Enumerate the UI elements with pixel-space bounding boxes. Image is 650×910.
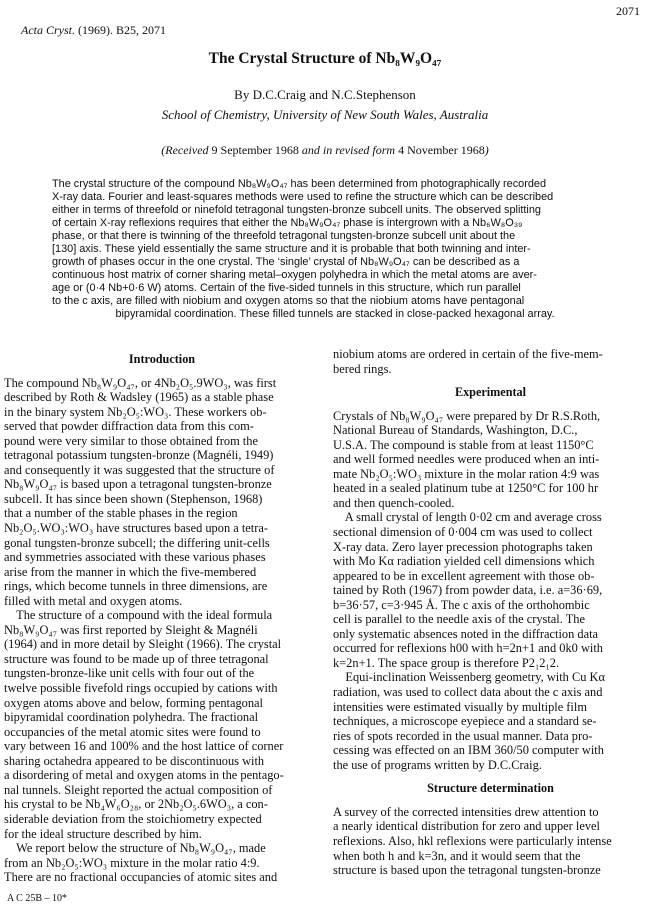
- body-text-line: appeared to be in excellent agreement with those ob-: [333, 568, 595, 583]
- abstract-line: growth of phases occur in the one crystal. The ‘single’ crystal of Nb₈W₉O₄₇ can be described as a: [52, 256, 520, 268]
- body-text-line: Crystals of Nb₈W₉O₄₇ were prepared by Dr R.S.Roth,: [333, 408, 601, 423]
- abstract-line: The crystal structure of the compound Nb₈W₉O₄₇ has been determined from photographically recorded: [52, 178, 547, 190]
- body-text-line: in the binary system Nb₂O₅:WO₃. These workers ob-: [4, 404, 267, 419]
- body-text-line: There are no fractional occupancies of atomic sites and: [4, 870, 278, 885]
- body-text-line: and consequently it was suggested that the structure of: [4, 462, 275, 477]
- body-text-line: heated in a sealed platinum tube at 1250°C for 100 hr: [333, 481, 599, 496]
- body-text-line: Nb₂O₅.WO₃:WO₃ have structures based upon a tetra-: [4, 521, 268, 536]
- body-text-line: ries of spots recorded in the usual manner. Data pro-: [333, 728, 593, 743]
- received-label: (Received: [161, 143, 212, 157]
- abstract-line: bipyramidal coordination. These filled tunnels are stacked in close-packed hexagonal array.: [115, 308, 555, 320]
- body-text-line: only systematic absences noted in the diffraction data: [333, 626, 599, 641]
- body-text-line: tained by Roth (1967) from powder data, i.e. a=36·69,: [333, 583, 603, 598]
- received-close: ): [484, 143, 489, 157]
- body-text-line: and then quench-cooled.: [333, 495, 455, 510]
- body-text-line: siderable deviation from the stoichiometry expected: [4, 811, 262, 826]
- body-text-line: Nb₈W₉O₄₇ was first reported by Sleight & Magnéli: [4, 622, 258, 637]
- body-text-line: and symmetries associated with these various phases: [4, 550, 266, 565]
- section-gap: [333, 400, 648, 409]
- body-text-line: occupancies of the metal atomic sites were found to: [4, 724, 261, 739]
- abstract-line: phase, or that there is twinning of the threefold tetragonal tungsten-bronze subcell unit about the: [52, 230, 516, 242]
- section-gap: [4, 367, 320, 376]
- revised-date: 4 November 1968: [398, 143, 485, 157]
- body-text-line: The compound Nb₈W₉O₄₇, or 4Nb₂O₅.9WO₃, was first: [4, 375, 277, 390]
- abstract-line: continuous host matrix of corner sharing metal–oxygen polyhedra in which the metal atoms are aver-: [52, 269, 537, 281]
- body-text-line: structure was found to be made up of three tetragonal: [4, 651, 269, 666]
- body-text-line: when both h and k=3n, and it would seem that the: [333, 848, 581, 863]
- body-text-line: A small crystal of length 0·02 cm and average cross: [333, 510, 602, 525]
- body-text-line: gonal tungsten-bronze subcell; the differing unit-cells: [4, 535, 270, 550]
- body-text-line: his crystal to be Nb₄W₆O₂₈, or 2Nb₂O₅.6WO₃, a con-: [4, 797, 268, 812]
- received-date: 9 September 1968: [211, 143, 299, 157]
- body-text-line: bered rings.: [333, 361, 392, 376]
- abstract-line: to the c axis, are filled with niobium and oxygen atoms so that the niobium atoms have pentagonal: [52, 295, 525, 307]
- body-text-line: cessing was effected on an IBM 360/50 computer with: [333, 743, 604, 758]
- body-text-line: structure is based upon the tetragonal tungsten-bronze: [333, 863, 601, 878]
- body-text-line: sectional dimension of 0·004 cm was used to collect: [333, 525, 593, 540]
- body-text-line: with Mo Kα radiation yielded cell dimensions which: [333, 554, 595, 569]
- body-text-line: tungsten-bronze-like unit cells with four out of the: [4, 666, 255, 681]
- abstract-line: of certain X-ray reflexions requires that either the Nb₈W₉O₄₇ phase is intergrown with a Nb₆W₈O₃₉: [52, 217, 523, 229]
- body-text-line: techniques, a microscope eyepiece and a standard se-: [333, 714, 597, 729]
- page-footer: A C 25B – 10*: [7, 893, 68, 904]
- volume-page: (1969). B25, 2071: [75, 23, 166, 37]
- section-gap: [333, 796, 648, 805]
- revised-label: and in revised form: [298, 143, 399, 157]
- body-text-line: subcell. It has since been shown (Stephenson, 1968): [4, 491, 263, 506]
- body-text-line: X-ray data. Zero layer precession photographs taken: [333, 539, 593, 554]
- body-text-line: Equi-inclination Weissenberg geometry, with Cu Kα: [333, 670, 605, 685]
- authors: By D.C.Craig and N.C.Stephenson: [234, 87, 416, 102]
- journal-name: Acta Cryst.: [21, 23, 75, 37]
- body-text-line: served that powder diffraction data from this com-: [4, 419, 254, 434]
- body-text-line: cell is parallel to the needle axis of the crystal. The: [333, 612, 585, 627]
- body-text-line: (1964) and in more detail by Sleight (1966). The crystal: [4, 637, 282, 652]
- article-title: The Crystal Structure of Nb₈W₉O₄₇: [208, 50, 442, 67]
- body-text-line: rings, which become tunnels in three dimensions, are: [4, 579, 268, 594]
- body-text-line: a nearly identical distribution for zero and upper level: [333, 819, 600, 834]
- section-heading-experimental: Experimental: [454, 385, 527, 400]
- affiliation: School of Chemistry, University of New South Wales, Australia: [161, 107, 489, 122]
- received-dates: [0, 143, 650, 158]
- body-text-line: from an Nb₂O₅:WO₃ mixture in the molar ratio 4:9.: [4, 855, 260, 870]
- body-text-line: that a number of the stable phases in the region: [4, 506, 238, 521]
- body-text-line: twelve possible fivefold rings occupied by cations with: [4, 681, 278, 696]
- section-heading-introduction: Introduction: [128, 352, 196, 366]
- left-column: [4, 352, 320, 885]
- body-text-line: arise from the manner in which the five-membered: [4, 564, 257, 579]
- abstract-line: age or (0·4 Nb+0·6 W) atoms. Certain of the five-sided tunnels in this structure, which run parallel: [52, 282, 521, 294]
- body-text-line: the use of programs written by D.C.Craig.: [333, 757, 542, 772]
- section-heading-structure: Structure determination: [427, 781, 554, 796]
- body-text-line: Nb₈W₉O₄₇ is based upon a tetragonal tungsten-bronze: [4, 477, 272, 492]
- body-text-line: described by Roth & Wadsley (1965) as a stable phase: [4, 390, 274, 405]
- body-text-line: oxygen atoms above and below, forming pentagonal: [4, 695, 263, 710]
- body-text-line: pound were very similar to those obtained from the: [4, 433, 258, 448]
- body-text-line: vary between 16 and 100% and the host lattice of corner: [4, 739, 284, 754]
- body-text-line: filled with metal and oxygen atoms.: [4, 593, 183, 608]
- body-text-line: bipyramidal coordination polyhedra. The fractional: [4, 710, 259, 725]
- body-text-line: We report below the structure of Nb₈W₉O₄₇, made: [4, 841, 266, 856]
- abstract-line: [130] axis. These yield essentially the same structure and it is probable that both twinning and inter-: [52, 243, 531, 255]
- body-text-line: The structure of a compound with the ideal formula: [4, 608, 273, 623]
- body-text-line: tetragonal potassium tungsten-bronze (Magnéli, 1949): [4, 448, 274, 463]
- abstract-line: X-ray data. Fourier and least-squares methods were used to refine the structure which can be described: [52, 191, 554, 203]
- right-column: [333, 347, 648, 878]
- abstract: [52, 178, 618, 321]
- body-text-line: radiation, was used to collect data about the c axis and: [333, 685, 603, 700]
- body-text-line: niobium atoms are ordered in certain of the five-mem-: [333, 347, 603, 361]
- body-text-line: reflexions. Also, hkl reflexions were particularly intense: [333, 833, 612, 848]
- body-text-line: for the ideal structure described by him.: [4, 826, 202, 841]
- body-text-line: occurred for reflexions h00 with h=2n+1 and 0k0 with: [333, 641, 603, 656]
- body-text-line: k=2n+1. The space group is therefore P2₁2₁2.: [333, 655, 560, 670]
- body-text-line: a disordering of metal and oxygen atoms in the pentago-: [4, 768, 284, 783]
- body-text-line: intensities were estimated visually by multiple film: [333, 699, 587, 714]
- section-gap: [333, 772, 648, 781]
- abstract-line: either in terms of threefold or ninefold tetragonal tungsten-bronze subcell units. The observed splitting: [52, 204, 541, 216]
- body-text-line: b=36·57, c=3·945 Å. The c axis of the orthohombic: [333, 597, 590, 612]
- journal-citation: [21, 23, 166, 38]
- body-text-line: sharing octahedra appeared to be discontinuous with: [4, 753, 265, 768]
- body-text-line: National Bureau of Standards, Washington, D.C.,: [333, 423, 578, 438]
- section-gap: [333, 376, 648, 385]
- body-text-line: nal tunnels. Sleight reported the actual composition of: [4, 782, 273, 797]
- body-text-line: and well formed needles were produced when an inti-: [333, 452, 600, 467]
- body-text-line: A survey of the corrected intensities drew attention to: [333, 804, 599, 819]
- body-text-line: U.S.A. The compound is stable from at least 1150°C: [333, 437, 594, 452]
- page-number: 2071: [616, 4, 640, 18]
- body-text-line: mate Nb₂O₅:WO₃ mixture in the molar ration 4:9 was: [333, 466, 600, 481]
